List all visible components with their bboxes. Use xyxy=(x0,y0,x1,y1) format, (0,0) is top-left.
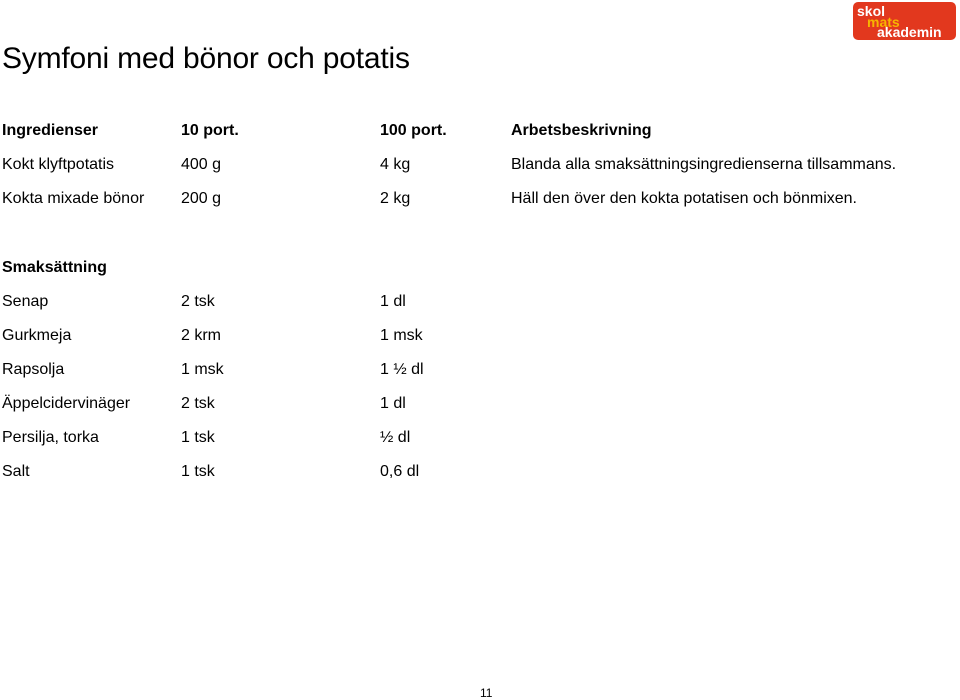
seasoning-amount-10: 1 msk xyxy=(181,361,224,378)
seasoning-amount-100: 1 dl xyxy=(380,293,406,310)
logo-text-line2: mats xyxy=(867,14,900,30)
instruction-step: Blanda alla smaksättningsingredienserna tillsammans. xyxy=(511,156,897,173)
ingredient-amount-10: 200 g xyxy=(181,190,222,207)
portions-100-header: 100 port. xyxy=(380,122,447,139)
ingredients-header: Ingredienser xyxy=(2,122,99,139)
seasoning-header: Smaksättning xyxy=(2,259,107,276)
skolmatsakademin-logo xyxy=(853,2,956,40)
portions-10-header: 10 port. xyxy=(181,122,239,139)
seasoning-amount-10: 1 tsk xyxy=(181,429,215,446)
ingredient-amount-100: 2 kg xyxy=(380,190,411,207)
page-title: Symfoni med bönor och potatis xyxy=(2,42,410,75)
seasoning-name: Senap xyxy=(2,293,49,310)
seasoning-name: Äppelcidervinäger xyxy=(2,395,131,412)
seasoning-amount-100: 0,6 dl xyxy=(380,463,420,480)
logo-text-line1: skol xyxy=(857,3,886,19)
logo-text-line3: akademin xyxy=(877,24,942,40)
seasoning-name: Persilja, torka xyxy=(2,429,99,446)
instruction-step: Häll den över den kokta potatisen och bönmixen. xyxy=(511,190,857,207)
seasoning-amount-10: 2 tsk xyxy=(181,293,215,310)
seasoning-amount-100: ½ dl xyxy=(380,429,411,446)
seasoning-amount-100: 1 msk xyxy=(380,327,423,344)
seasoning-amount-100: 1 ½ dl xyxy=(380,361,424,378)
seasoning-name: Rapsolja xyxy=(2,361,65,378)
ingredient-amount-10: 400 g xyxy=(181,156,222,173)
seasoning-amount-10: 2 tsk xyxy=(181,395,215,412)
ingredient-name: Kokta mixade bönor xyxy=(2,190,145,207)
ingredient-name: Kokt klyftpotatis xyxy=(2,156,115,173)
instructions-header: Arbetsbeskrivning xyxy=(511,122,652,139)
seasoning-name: Gurkmeja xyxy=(2,327,72,344)
seasoning-amount-10: 2 krm xyxy=(181,327,221,344)
ingredient-amount-100: 4 kg xyxy=(380,156,411,173)
seasoning-amount-10: 1 tsk xyxy=(181,463,215,480)
seasoning-amount-100: 1 dl xyxy=(380,395,406,412)
page-number: 11 xyxy=(480,686,493,700)
seasoning-name: Salt xyxy=(2,463,30,480)
